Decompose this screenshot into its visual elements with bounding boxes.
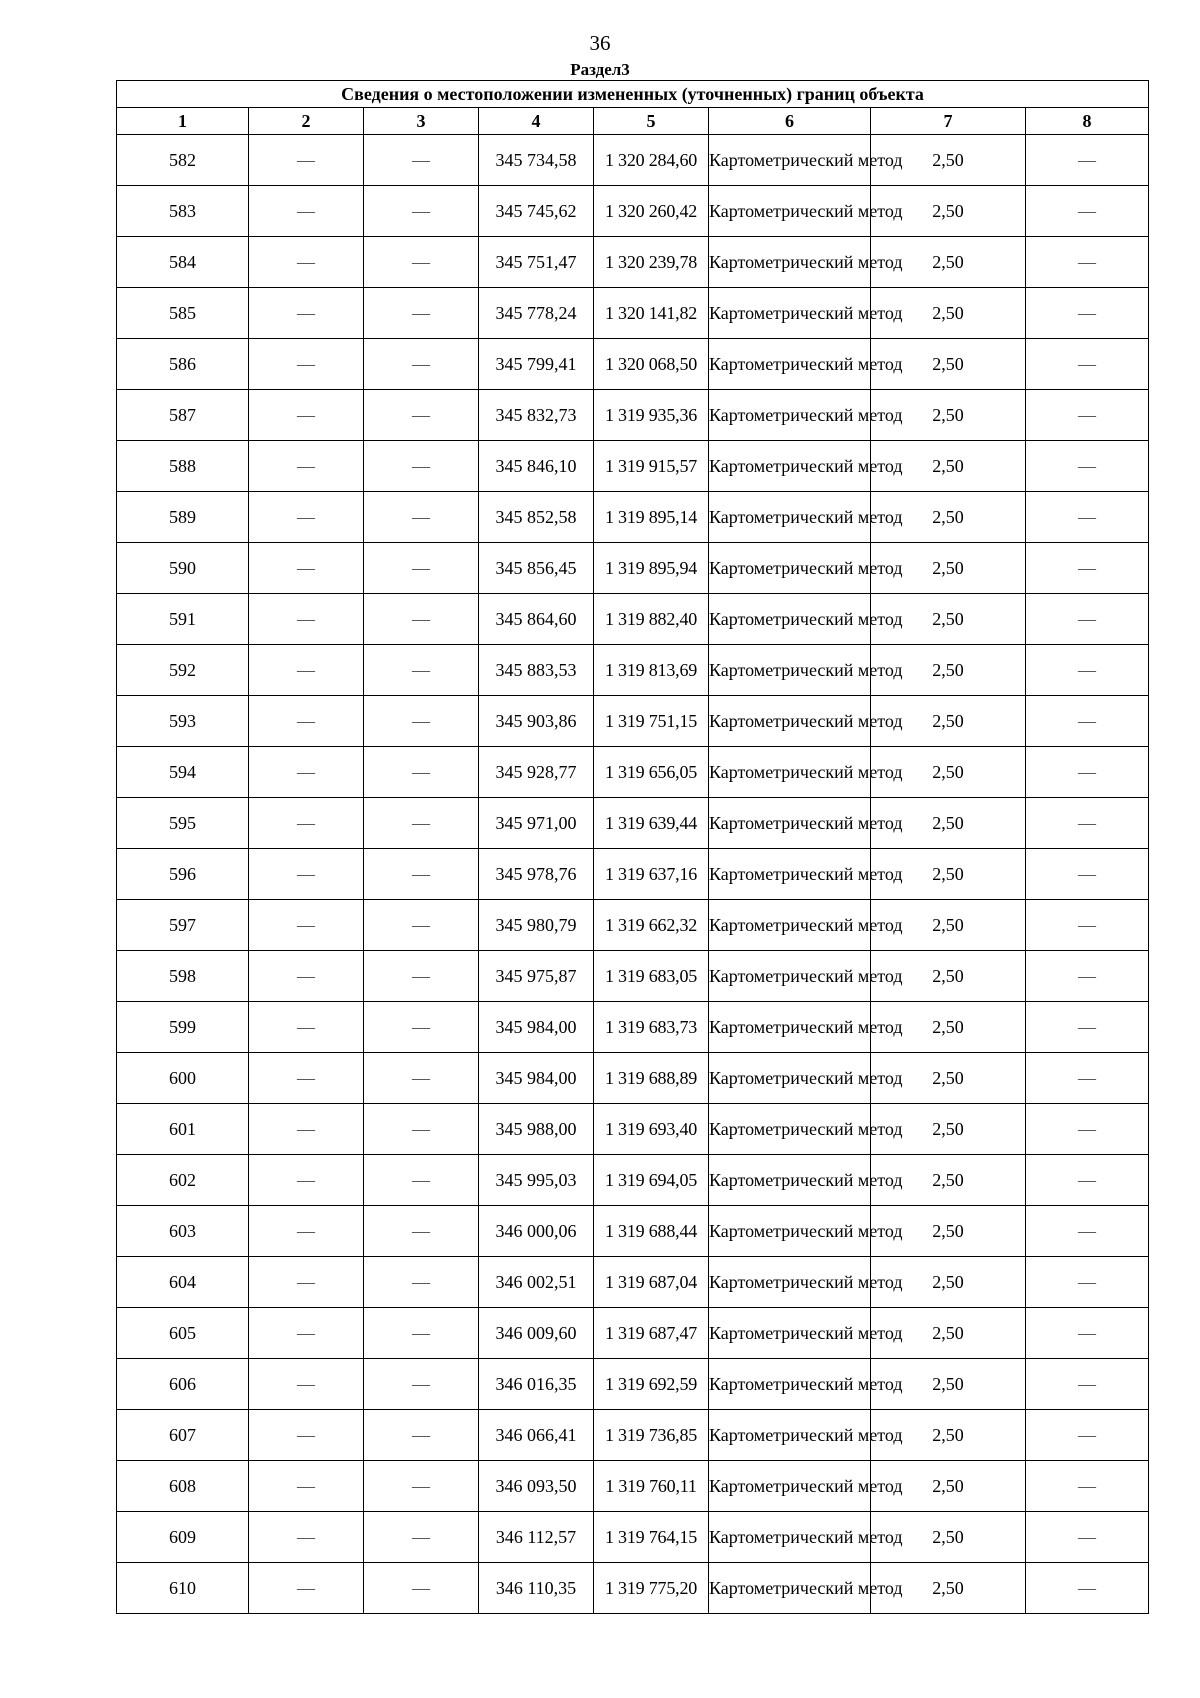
cell-x-coordinate: 346 000,06	[479, 1206, 594, 1257]
cell-col3-value: —	[364, 900, 479, 951]
cell-point-number: 584	[117, 237, 249, 288]
column-header-3: 3	[364, 108, 479, 135]
cell-y-coordinate: 1 319 751,15	[594, 696, 709, 747]
cell-col3-value: —	[364, 1359, 479, 1410]
cell-accuracy: 2,50	[871, 1512, 1026, 1563]
cell-col2-value: —	[249, 1257, 364, 1308]
cell-col8-value: —	[1026, 135, 1149, 186]
table-row	[117, 1206, 1149, 1257]
cell-point-number: 604	[117, 1257, 249, 1308]
cell-col3-value: —	[364, 1461, 479, 1512]
table-row	[117, 951, 1149, 1002]
cell-y-coordinate: 1 319 687,04	[594, 1257, 709, 1308]
cell-point-number: 608	[117, 1461, 249, 1512]
cell-point-number: 585	[117, 288, 249, 339]
cell-accuracy: 2,50	[871, 849, 1026, 900]
table-row	[117, 1512, 1149, 1563]
column-header-6: 6	[709, 108, 871, 135]
cell-point-number: 602	[117, 1155, 249, 1206]
cell-col2-value: —	[249, 594, 364, 645]
cell-y-coordinate: 1 319 813,69	[594, 645, 709, 696]
cell-col2-value: —	[249, 1308, 364, 1359]
cell-col8-value: —	[1026, 543, 1149, 594]
cell-col2-value: —	[249, 1359, 364, 1410]
cell-method: Картометрический метод	[709, 543, 871, 594]
cell-y-coordinate: 1 319 935,36	[594, 390, 709, 441]
cell-col8-value: —	[1026, 1308, 1149, 1359]
cell-col2-value: —	[249, 1206, 364, 1257]
cell-method: Картометрический метод	[709, 1308, 871, 1359]
cell-x-coordinate: 345 751,47	[479, 237, 594, 288]
cell-col2-value: —	[249, 288, 364, 339]
cell-accuracy: 2,50	[871, 951, 1026, 1002]
cell-col3-value: —	[364, 237, 479, 288]
cell-method: Картометрический метод	[709, 900, 871, 951]
cell-y-coordinate: 1 319 760,11	[594, 1461, 709, 1512]
cell-accuracy: 2,50	[871, 1308, 1026, 1359]
cell-x-coordinate: 345 978,76	[479, 849, 594, 900]
cell-col8-value: —	[1026, 1410, 1149, 1461]
cell-col8-value: —	[1026, 492, 1149, 543]
cell-accuracy: 2,50	[871, 1206, 1026, 1257]
cell-method: Картометрический метод	[709, 1053, 871, 1104]
cell-col3-value: —	[364, 288, 479, 339]
cell-col8-value: —	[1026, 1461, 1149, 1512]
cell-col2-value: —	[249, 1563, 364, 1614]
cell-accuracy: 2,50	[871, 543, 1026, 594]
cell-col3-value: —	[364, 798, 479, 849]
cell-method: Картометрический метод	[709, 1563, 871, 1614]
cell-col8-value: —	[1026, 1512, 1149, 1563]
cell-point-number: 591	[117, 594, 249, 645]
cell-col8-value: —	[1026, 645, 1149, 696]
cell-col8-value: —	[1026, 1206, 1149, 1257]
cell-x-coordinate: 345 864,60	[479, 594, 594, 645]
cell-accuracy: 2,50	[871, 1410, 1026, 1461]
cell-x-coordinate: 345 745,62	[479, 186, 594, 237]
cell-y-coordinate: 1 319 637,16	[594, 849, 709, 900]
cell-x-coordinate: 346 112,57	[479, 1512, 594, 1563]
cell-y-coordinate: 1 319 688,44	[594, 1206, 709, 1257]
cell-col2-value: —	[249, 339, 364, 390]
table-row	[117, 594, 1149, 645]
cell-point-number: 582	[117, 135, 249, 186]
cell-y-coordinate: 1 319 882,40	[594, 594, 709, 645]
cell-method: Картометрический метод	[709, 339, 871, 390]
table-row	[117, 237, 1149, 288]
cell-method: Картометрический метод	[709, 747, 871, 798]
table-row	[117, 390, 1149, 441]
cell-x-coordinate: 345 856,45	[479, 543, 594, 594]
cell-col3-value: —	[364, 1563, 479, 1614]
cell-method: Картометрический метод	[709, 1410, 871, 1461]
cell-col3-value: —	[364, 1155, 479, 1206]
cell-col3-value: —	[364, 441, 479, 492]
cell-method: Картометрический метод	[709, 1104, 871, 1155]
table-row	[117, 1308, 1149, 1359]
cell-method: Картометрический метод	[709, 696, 871, 747]
cell-col3-value: —	[364, 1257, 479, 1308]
cell-method: Картометрический метод	[709, 1155, 871, 1206]
coordinates-table	[116, 80, 1149, 1614]
cell-y-coordinate: 1 319 688,89	[594, 1053, 709, 1104]
table-row	[117, 798, 1149, 849]
table-row	[117, 849, 1149, 900]
cell-method: Картометрический метод	[709, 1206, 871, 1257]
cell-x-coordinate: 346 093,50	[479, 1461, 594, 1512]
cell-col2-value: —	[249, 1002, 364, 1053]
cell-col3-value: —	[364, 135, 479, 186]
cell-col2-value: —	[249, 798, 364, 849]
cell-col8-value: —	[1026, 339, 1149, 390]
cell-col3-value: —	[364, 645, 479, 696]
cell-method: Картометрический метод	[709, 1359, 871, 1410]
cell-method: Картометрический метод	[709, 186, 871, 237]
cell-y-coordinate: 1 319 683,05	[594, 951, 709, 1002]
cell-accuracy: 2,50	[871, 747, 1026, 798]
cell-x-coordinate: 346 009,60	[479, 1308, 594, 1359]
cell-point-number: 609	[117, 1512, 249, 1563]
cell-method: Картометрический метод	[709, 135, 871, 186]
cell-x-coordinate: 346 016,35	[479, 1359, 594, 1410]
cell-accuracy: 2,50	[871, 237, 1026, 288]
cell-col2-value: —	[249, 747, 364, 798]
cell-col8-value: —	[1026, 1257, 1149, 1308]
cell-col3-value: —	[364, 1410, 479, 1461]
cell-col2-value: —	[249, 1410, 364, 1461]
cell-point-number: 592	[117, 645, 249, 696]
cell-accuracy: 2,50	[871, 1461, 1026, 1512]
cell-col8-value: —	[1026, 696, 1149, 747]
cell-y-coordinate: 1 319 694,05	[594, 1155, 709, 1206]
cell-method: Картометрический метод	[709, 492, 871, 543]
cell-method: Картометрический метод	[709, 441, 871, 492]
cell-col3-value: —	[364, 186, 479, 237]
cell-y-coordinate: 1 319 687,47	[594, 1308, 709, 1359]
cell-y-coordinate: 1 319 656,05	[594, 747, 709, 798]
cell-col2-value: —	[249, 237, 364, 288]
table-row	[117, 441, 1149, 492]
cell-method: Картометрический метод	[709, 1257, 871, 1308]
cell-col8-value: —	[1026, 594, 1149, 645]
table-row	[117, 1410, 1149, 1461]
cell-x-coordinate: 345 984,00	[479, 1053, 594, 1104]
cell-x-coordinate: 346 002,51	[479, 1257, 594, 1308]
cell-col2-value: —	[249, 645, 364, 696]
table-row	[117, 543, 1149, 594]
cell-y-coordinate: 1 320 068,50	[594, 339, 709, 390]
cell-accuracy: 2,50	[871, 1563, 1026, 1614]
table-row	[117, 492, 1149, 543]
cell-method: Картометрический метод	[709, 1002, 871, 1053]
cell-col3-value: —	[364, 1512, 479, 1563]
table-row	[117, 1359, 1149, 1410]
cell-point-number: 583	[117, 186, 249, 237]
cell-col2-value: —	[249, 135, 364, 186]
cell-col2-value: —	[249, 1053, 364, 1104]
cell-col8-value: —	[1026, 1155, 1149, 1206]
cell-accuracy: 2,50	[871, 135, 1026, 186]
table-caption: Сведения о местоположении измененных (уточненных) границ объекта	[117, 81, 1149, 108]
cell-col3-value: —	[364, 849, 479, 900]
cell-point-number: 600	[117, 1053, 249, 1104]
cell-col8-value: —	[1026, 186, 1149, 237]
cell-y-coordinate: 1 319 915,57	[594, 441, 709, 492]
cell-x-coordinate: 345 928,77	[479, 747, 594, 798]
cell-accuracy: 2,50	[871, 1359, 1026, 1410]
cell-accuracy: 2,50	[871, 1053, 1026, 1104]
column-header-1: 1	[117, 108, 249, 135]
cell-y-coordinate: 1 319 895,94	[594, 543, 709, 594]
cell-x-coordinate: 345 778,24	[479, 288, 594, 339]
cell-col8-value: —	[1026, 900, 1149, 951]
cell-col3-value: —	[364, 339, 479, 390]
cell-x-coordinate: 345 980,79	[479, 900, 594, 951]
cell-x-coordinate: 345 903,86	[479, 696, 594, 747]
table-row	[117, 696, 1149, 747]
cell-point-number: 587	[117, 390, 249, 441]
cell-y-coordinate: 1 319 693,40	[594, 1104, 709, 1155]
cell-point-number: 594	[117, 747, 249, 798]
cell-accuracy: 2,50	[871, 696, 1026, 747]
cell-col2-value: —	[249, 1461, 364, 1512]
cell-col8-value: —	[1026, 237, 1149, 288]
cell-point-number: 597	[117, 900, 249, 951]
cell-x-coordinate: 345 846,10	[479, 441, 594, 492]
cell-col3-value: —	[364, 543, 479, 594]
cell-col3-value: —	[364, 696, 479, 747]
cell-x-coordinate: 345 734,58	[479, 135, 594, 186]
cell-col8-value: —	[1026, 798, 1149, 849]
cell-y-coordinate: 1 319 662,32	[594, 900, 709, 951]
cell-col2-value: —	[249, 390, 364, 441]
cell-x-coordinate: 345 832,73	[479, 390, 594, 441]
cell-point-number: 589	[117, 492, 249, 543]
cell-x-coordinate: 345 988,00	[479, 1104, 594, 1155]
cell-method: Картометрический метод	[709, 849, 871, 900]
cell-y-coordinate: 1 319 683,73	[594, 1002, 709, 1053]
cell-x-coordinate: 345 852,58	[479, 492, 594, 543]
table-row	[117, 645, 1149, 696]
cell-col8-value: —	[1026, 1104, 1149, 1155]
cell-x-coordinate: 345 995,03	[479, 1155, 594, 1206]
cell-col8-value: —	[1026, 441, 1149, 492]
cell-y-coordinate: 1 320 141,82	[594, 288, 709, 339]
cell-col2-value: —	[249, 1512, 364, 1563]
cell-x-coordinate: 346 066,41	[479, 1410, 594, 1461]
table-row	[117, 1002, 1149, 1053]
cell-col3-value: —	[364, 1002, 479, 1053]
cell-col8-value: —	[1026, 951, 1149, 1002]
cell-col2-value: —	[249, 951, 364, 1002]
cell-method: Картометрический метод	[709, 645, 871, 696]
cell-col8-value: —	[1026, 288, 1149, 339]
cell-col3-value: —	[364, 390, 479, 441]
cell-accuracy: 2,50	[871, 1257, 1026, 1308]
column-header-8: 8	[1026, 108, 1149, 135]
column-header-5: 5	[594, 108, 709, 135]
table-row	[117, 1053, 1149, 1104]
cell-point-number: 606	[117, 1359, 249, 1410]
cell-col8-value: —	[1026, 1002, 1149, 1053]
cell-method: Картометрический метод	[709, 1461, 871, 1512]
table-row	[117, 135, 1149, 186]
cell-y-coordinate: 1 319 736,85	[594, 1410, 709, 1461]
cell-accuracy: 2,50	[871, 645, 1026, 696]
section-title: Раздел3	[570, 60, 630, 79]
table-row	[117, 1257, 1149, 1308]
cell-col3-value: —	[364, 492, 479, 543]
cell-x-coordinate: 345 975,87	[479, 951, 594, 1002]
cell-x-coordinate: 346 110,35	[479, 1563, 594, 1614]
cell-accuracy: 2,50	[871, 594, 1026, 645]
cell-col2-value: —	[249, 849, 364, 900]
cell-method: Картометрический метод	[709, 951, 871, 1002]
cell-accuracy: 2,50	[871, 492, 1026, 543]
table-row	[117, 339, 1149, 390]
cell-col8-value: —	[1026, 747, 1149, 798]
cell-col2-value: —	[249, 900, 364, 951]
cell-col8-value: —	[1026, 849, 1149, 900]
cell-point-number: 605	[117, 1308, 249, 1359]
cell-col8-value: —	[1026, 1359, 1149, 1410]
cell-y-coordinate: 1 319 895,14	[594, 492, 709, 543]
table-row	[117, 1155, 1149, 1206]
cell-method: Картометрический метод	[709, 798, 871, 849]
table-row	[117, 1104, 1149, 1155]
cell-method: Картометрический метод	[709, 594, 871, 645]
cell-point-number: 586	[117, 339, 249, 390]
page-number: 36	[589, 31, 611, 55]
cell-accuracy: 2,50	[871, 1155, 1026, 1206]
cell-method: Картометрический метод	[709, 288, 871, 339]
cell-y-coordinate: 1 319 775,20	[594, 1563, 709, 1614]
cell-col2-value: —	[249, 696, 364, 747]
cell-point-number: 596	[117, 849, 249, 900]
cell-point-number: 607	[117, 1410, 249, 1461]
cell-y-coordinate: 1 319 692,59	[594, 1359, 709, 1410]
cell-col8-value: —	[1026, 390, 1149, 441]
table-row	[117, 747, 1149, 798]
column-header-4: 4	[479, 108, 594, 135]
table-row	[117, 186, 1149, 237]
cell-y-coordinate: 1 320 260,42	[594, 186, 709, 237]
cell-col3-value: —	[364, 1104, 479, 1155]
cell-col2-value: —	[249, 186, 364, 237]
cell-y-coordinate: 1 319 639,44	[594, 798, 709, 849]
cell-accuracy: 2,50	[871, 798, 1026, 849]
table-row	[117, 288, 1149, 339]
cell-col3-value: —	[364, 951, 479, 1002]
cell-col3-value: —	[364, 1053, 479, 1104]
cell-accuracy: 2,50	[871, 1104, 1026, 1155]
cell-point-number: 598	[117, 951, 249, 1002]
cell-point-number: 601	[117, 1104, 249, 1155]
column-header-2: 2	[249, 108, 364, 135]
cell-point-number: 588	[117, 441, 249, 492]
cell-point-number: 603	[117, 1206, 249, 1257]
cell-method: Картометрический метод	[709, 390, 871, 441]
cell-point-number: 610	[117, 1563, 249, 1614]
cell-x-coordinate: 345 971,00	[479, 798, 594, 849]
table-row	[117, 1461, 1149, 1512]
cell-y-coordinate: 1 320 239,78	[594, 237, 709, 288]
cell-accuracy: 2,50	[871, 186, 1026, 237]
cell-accuracy: 2,50	[871, 441, 1026, 492]
cell-accuracy: 2,50	[871, 1002, 1026, 1053]
cell-x-coordinate: 345 799,41	[479, 339, 594, 390]
cell-point-number: 599	[117, 1002, 249, 1053]
cell-x-coordinate: 345 883,53	[479, 645, 594, 696]
cell-point-number: 593	[117, 696, 249, 747]
cell-accuracy: 2,50	[871, 390, 1026, 441]
cell-point-number: 590	[117, 543, 249, 594]
cell-col2-value: —	[249, 441, 364, 492]
cell-col3-value: —	[364, 594, 479, 645]
table-row	[117, 1563, 1149, 1614]
cell-col8-value: —	[1026, 1053, 1149, 1104]
cell-col3-value: —	[364, 1206, 479, 1257]
table-row	[117, 900, 1149, 951]
cell-method: Картометрический метод	[709, 237, 871, 288]
cell-col8-value: —	[1026, 1563, 1149, 1614]
column-header-7: 7	[871, 108, 1026, 135]
cell-col2-value: —	[249, 1155, 364, 1206]
cell-accuracy: 2,50	[871, 339, 1026, 390]
cell-x-coordinate: 345 984,00	[479, 1002, 594, 1053]
cell-accuracy: 2,50	[871, 900, 1026, 951]
cell-y-coordinate: 1 320 284,60	[594, 135, 709, 186]
cell-col3-value: —	[364, 1308, 479, 1359]
cell-col2-value: —	[249, 1104, 364, 1155]
cell-col3-value: —	[364, 747, 479, 798]
cell-method: Картометрический метод	[709, 1512, 871, 1563]
cell-y-coordinate: 1 319 764,15	[594, 1512, 709, 1563]
cell-accuracy: 2,50	[871, 288, 1026, 339]
cell-col2-value: —	[249, 492, 364, 543]
cell-point-number: 595	[117, 798, 249, 849]
cell-col2-value: —	[249, 543, 364, 594]
